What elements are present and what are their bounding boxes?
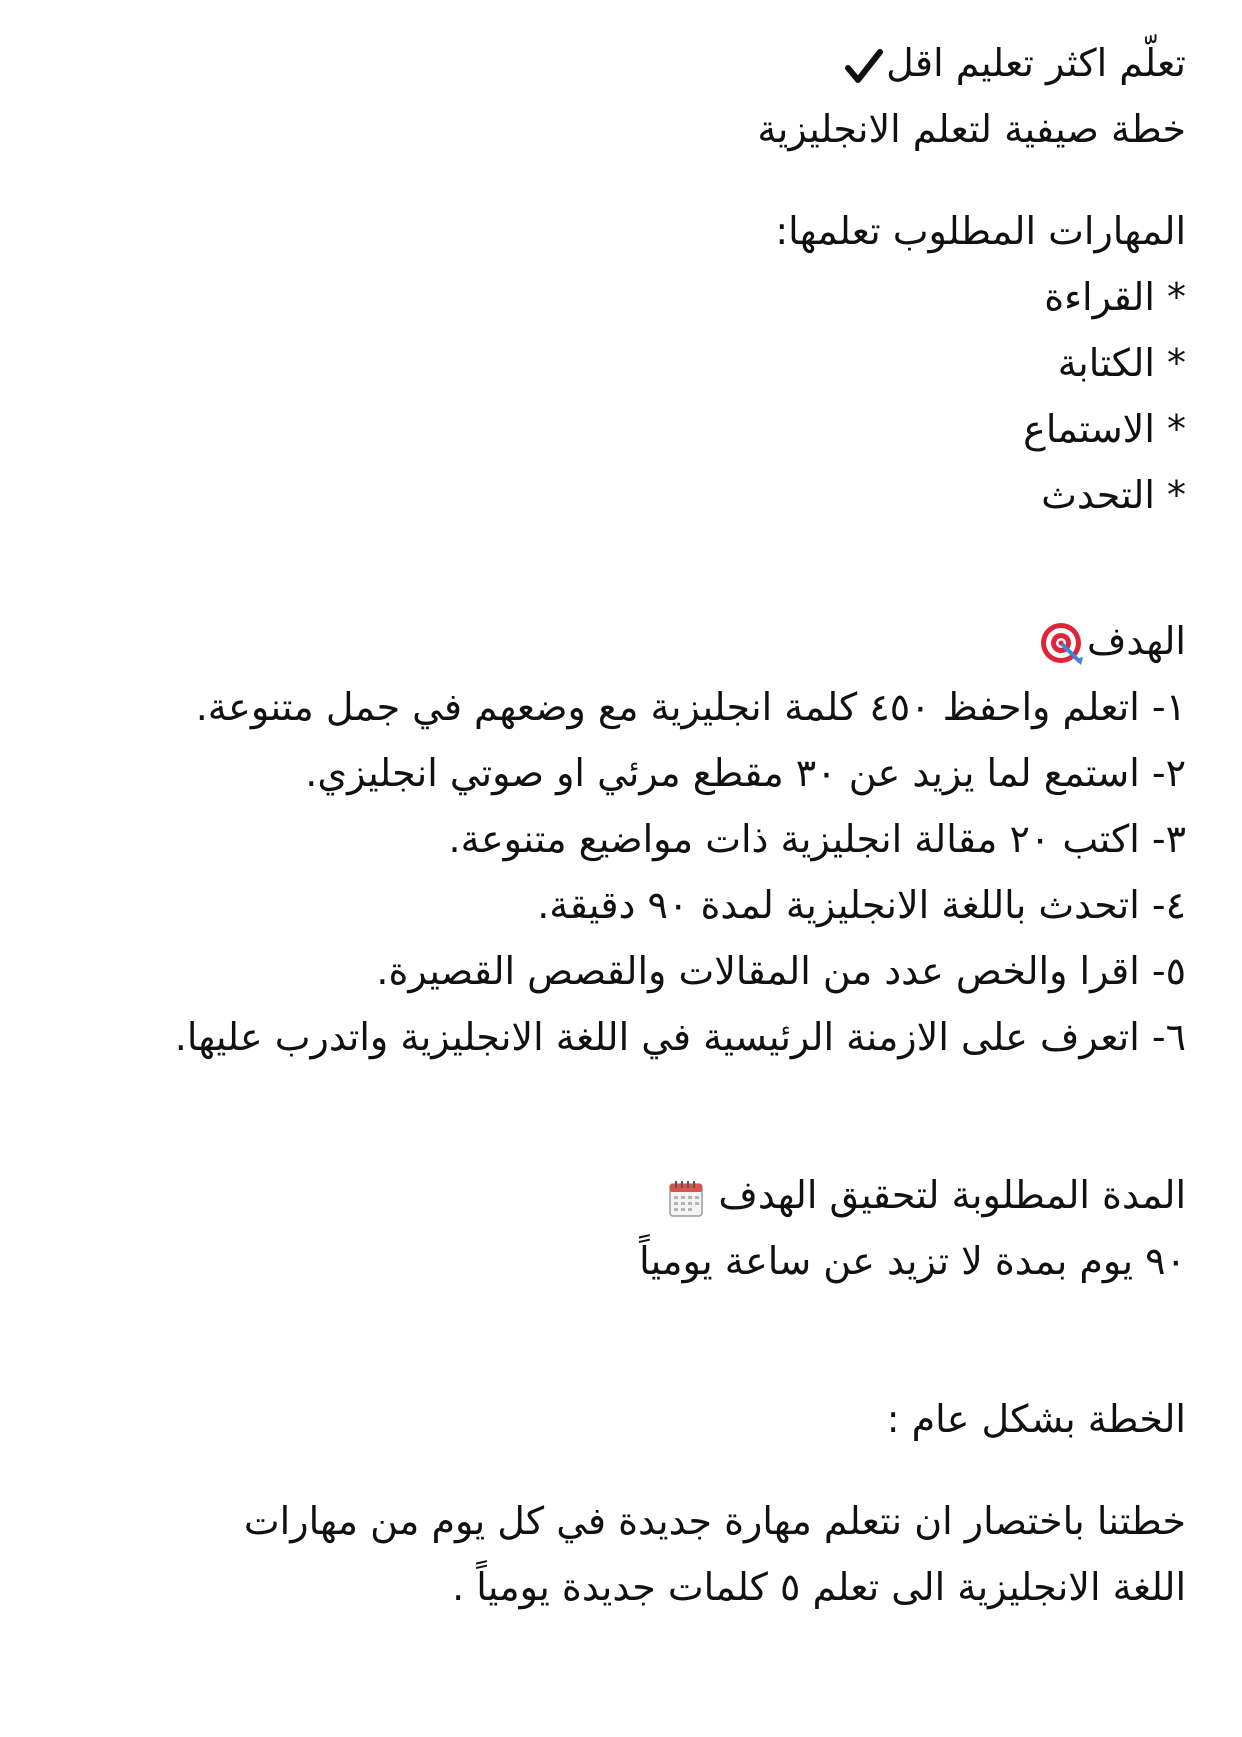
goal-heading: الهدف	[1087, 619, 1186, 663]
skill-item-listening: * الاستماع	[1023, 407, 1186, 451]
duration-heading-line	[60, 1162, 1186, 1228]
goal-item-6: ٦- اتعرف على الازمنة الرئيسية في اللغة الانجليزية واتدرب عليها.	[174, 1015, 1186, 1059]
plan-paragraph: خطتنا باختصار ان نتعلم مهارة جديدة في كل يوم من مهارات اللغة الانجليزية الى تعلم ٥ كلمات جديدة يومياً .	[243, 1499, 1186, 1609]
skills-heading: المهارات المطلوب تعلمها:	[775, 209, 1186, 253]
check-mark-icon	[844, 46, 884, 86]
goal-item-2: ٢- استمع لما يزيد عن ٣٠ مقطع مرئي او صوتي انجليزي.	[305, 751, 1186, 795]
calendar-icon	[668, 1178, 704, 1218]
subtitle: خطة صيفية لتعلم الانجليزية	[757, 107, 1186, 151]
skill-item-writing: * الكتابة	[1057, 341, 1186, 385]
goal-heading-line	[60, 608, 1186, 674]
duration-heading: المدة المطلوبة لتحقيق الهدف	[718, 1173, 1186, 1217]
goal-item-3: ٣- اكتب ٢٠ مقالة انجليزية ذات مواضيع متنوعة.	[448, 817, 1186, 861]
goal-item-4: ٤- اتحدث باللغة الانجليزية لمدة ٩٠ دقيقة.	[537, 883, 1186, 927]
goal-item-5: ٥- اقرا والخص عدد من المقالات والقصص القصيرة.	[376, 949, 1186, 993]
title-line	[60, 30, 1186, 96]
plan-heading: الخطة بشكل عام :	[886, 1397, 1186, 1441]
skill-item-reading: * القراءة	[1044, 275, 1186, 319]
goal-item-1: ١- اتعلم واحفظ ٤٥٠ كلمة انجليزية مع وضعهم في جمل متنوعة.	[195, 685, 1186, 729]
title-text: تعلّم اكثر تعليم اقل	[886, 41, 1186, 85]
duration-text: ٩٠ يوم بمدة لا تزيد عن ساعة يومياً	[639, 1239, 1186, 1283]
target-icon	[1039, 621, 1085, 667]
skill-item-speaking: * التحدث	[1041, 473, 1186, 517]
